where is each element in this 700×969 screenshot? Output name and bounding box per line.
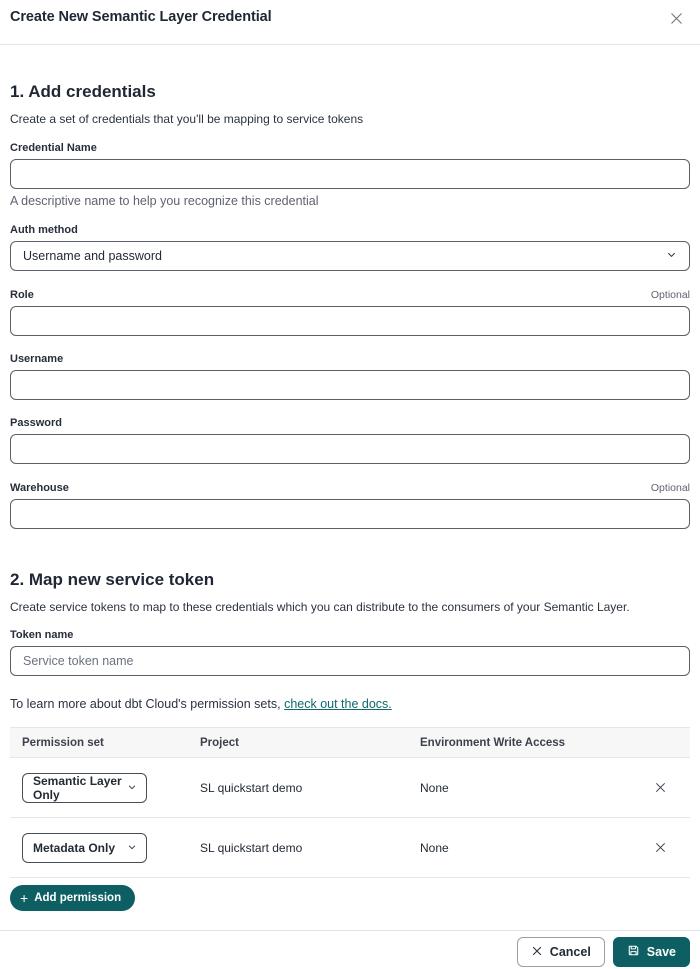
chevron-down-icon: [666, 249, 677, 263]
permission-docs-text: To learn more about dbt Cloud's permission sets,: [10, 697, 285, 711]
chevron-down-icon: [127, 781, 137, 795]
permission-set-selected-value: Semantic Layer Only: [33, 773, 122, 802]
password-input[interactable]: [10, 434, 690, 464]
close-icon: [531, 945, 543, 960]
project-cell: SL quickstart demo: [200, 780, 303, 795]
role-label: Role: [10, 289, 34, 301]
warehouse-input[interactable]: [10, 499, 690, 529]
close-icon: [669, 14, 684, 29]
permissions-table: [10, 727, 690, 878]
password-label: Password: [10, 417, 62, 429]
role-optional-tag: Optional: [650, 289, 690, 301]
save-button[interactable]: [613, 937, 690, 967]
plus-icon: +: [20, 890, 29, 906]
cancel-label: Cancel: [549, 945, 591, 959]
project-cell: SL quickstart demo: [200, 840, 303, 855]
username-label: Username: [10, 353, 64, 365]
auth-method-selected-value: Username and password: [23, 249, 162, 263]
permission-set-selected-value: Metadata Only: [33, 840, 116, 855]
close-icon: [654, 782, 667, 797]
cancel-button[interactable]: [517, 937, 605, 967]
table-row: [10, 758, 690, 818]
username-input[interactable]: [10, 370, 690, 400]
permissions-table-header: [10, 728, 690, 758]
permission-set-select[interactable]: [22, 833, 147, 863]
add-permission-button[interactable]: [10, 885, 135, 911]
column-header-environment-write-access: Environment Write Access: [420, 736, 566, 749]
token-name-label: Token name: [10, 629, 74, 641]
modal-body: [0, 82, 700, 911]
credential-name-label: Credential Name: [10, 142, 97, 154]
remove-permission-button[interactable]: [651, 838, 670, 857]
column-header-project: Project: [200, 736, 239, 749]
modal-footer: [0, 930, 700, 969]
auth-method-select[interactable]: [10, 241, 690, 271]
close-icon: [654, 842, 667, 857]
section-add-credentials-heading: 1. Add credentials: [10, 82, 156, 101]
close-button[interactable]: [667, 9, 686, 28]
save-label: Save: [646, 945, 676, 959]
modal-title: Create New Semantic Layer Credential: [10, 9, 272, 25]
section-map-token-heading: 2. Map new service token: [10, 570, 215, 589]
credential-name-input[interactable]: [10, 159, 690, 189]
permission-set-select[interactable]: [22, 773, 147, 803]
modal-header: [0, 0, 700, 45]
permission-docs-line: [10, 698, 690, 711]
role-input[interactable]: [10, 306, 690, 336]
auth-method-label: Auth method: [10, 224, 78, 236]
environment-write-access-cell: None: [420, 840, 449, 855]
docs-link[interactable]: check out the docs.: [284, 697, 392, 711]
environment-write-access-cell: None: [420, 780, 449, 795]
remove-permission-button[interactable]: [651, 778, 670, 797]
credential-name-helper: A descriptive name to help you recognize this credential: [10, 194, 319, 208]
chevron-down-icon: [127, 841, 137, 855]
add-permission-label: Add permission: [34, 892, 122, 904]
warehouse-label: Warehouse: [10, 482, 69, 494]
column-header-permission-set: Permission set: [22, 736, 104, 749]
section-add-credentials-description: Create a set of credentials that you'll be mapping to service tokens: [10, 112, 364, 126]
save-icon: [627, 944, 640, 960]
section-map-token-description: Create service tokens to map to these credentials which you can distribute to the consumers of your Semantic Layer.: [10, 600, 630, 614]
token-name-input[interactable]: [10, 646, 690, 676]
table-row: [10, 818, 690, 878]
warehouse-optional-tag: Optional: [650, 482, 690, 494]
